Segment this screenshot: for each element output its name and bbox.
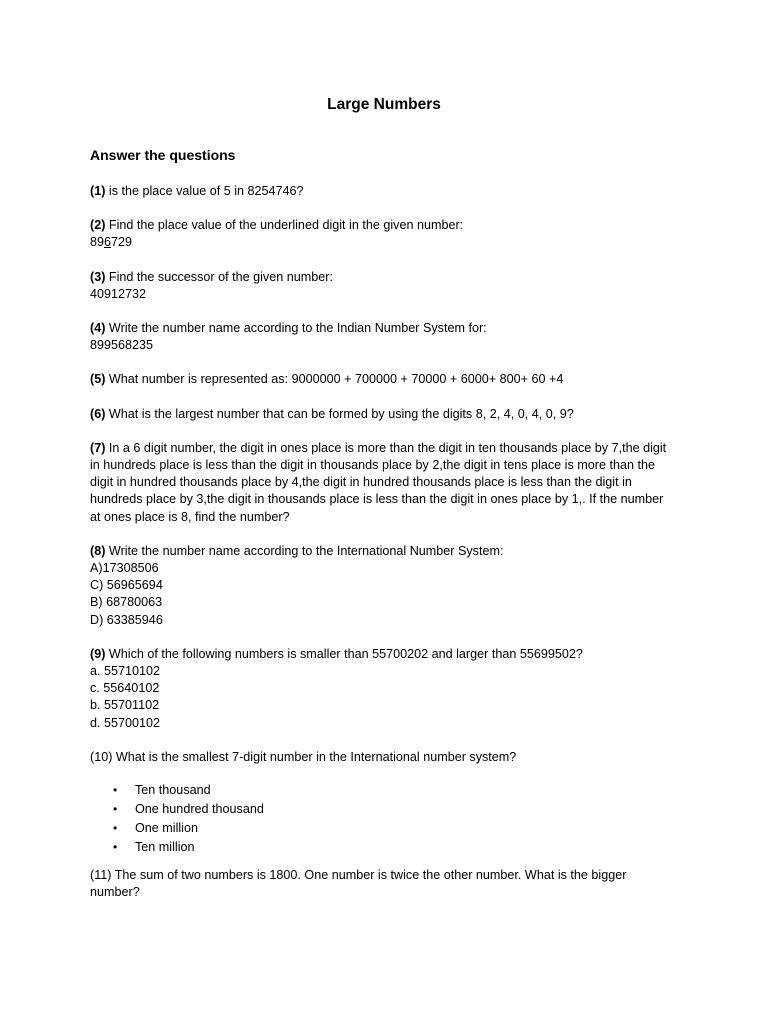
underlined-digit: 6: [104, 235, 112, 250]
question-text-line: at ones place is 8, find the number?: [90, 509, 290, 524]
question-number: (4): [90, 321, 106, 336]
answer-option: d. 55700102: [90, 715, 161, 730]
question-number: (1): [90, 184, 106, 198]
option-label: Ten thousand: [135, 783, 211, 798]
answer-option: A)17308506: [90, 561, 159, 576]
question-number: (3): [90, 269, 106, 284]
question-text: Find the successor of the given number:: [105, 269, 333, 284]
option-label: One hundred thousand: [135, 802, 264, 817]
question-text-line: digit in hundred thousands place by 4,the digit in hundred thousands place is less than the digit in: [90, 475, 632, 490]
answer-option: b. 55701102: [90, 698, 160, 713]
bullet-option: [110, 781, 678, 800]
question-text-line: in hundreds place is less than the digit in thousands place by 2,the digit in tens place is more than the: [90, 458, 655, 473]
question-4: [90, 320, 678, 354]
bullet-icon: •: [113, 840, 118, 855]
question-3: [90, 269, 678, 303]
question-text: is the place value of 5 in 8254746?: [105, 184, 304, 198]
question-1: [90, 183, 678, 200]
option-label: One million: [135, 821, 198, 836]
question-7: [90, 440, 678, 526]
question-text: Write the number name according to the International Number System:: [105, 543, 504, 558]
answer-option: a. 55710102: [90, 664, 161, 679]
question-10: [90, 749, 678, 766]
answer-option: D) 63385946: [90, 612, 163, 627]
bullet-option: [110, 838, 678, 857]
question-value: [90, 234, 678, 251]
option-label: Ten million: [135, 840, 195, 855]
question-text: What number is represented as: 9000000 + 700000 + 70000 + 6000+ 800+ 60 +4: [105, 372, 564, 387]
question-number: (8): [90, 543, 106, 558]
question-number: (9): [90, 646, 106, 661]
question-6: [90, 406, 678, 423]
question-value: 899568235: [90, 338, 154, 353]
bullet-icon: •: [113, 783, 118, 798]
question-text-line: In a 6 digit number, the digit in ones place is more than the digit in ten thousands place by 7,the digit: [105, 440, 667, 455]
question-9: [90, 646, 678, 732]
bullet-icon: •: [113, 802, 118, 817]
question-text: (10) What is the smallest 7-digit number in the International number system?: [90, 749, 517, 764]
question-11: [90, 867, 678, 901]
answer-bullet-list: [90, 781, 678, 857]
question-text-line: (11) The sum of two numbers is 1800. One number is twice the other number. What is the bigger: [90, 868, 627, 883]
page-title: Large Numbers: [327, 96, 441, 113]
answer-option: C) 56965694: [90, 578, 163, 593]
question-text-line: number?: [90, 885, 140, 900]
question-number: (2): [90, 218, 106, 233]
question-text-line: hundreds place by 3,the digit in thousands place is less than the digit in ones place by 1,. If the number: [90, 492, 664, 507]
bullet-icon: •: [113, 821, 118, 836]
answer-option: B) 68780063: [90, 595, 163, 610]
question-5: [90, 371, 678, 388]
question-text: What is the largest number that can be formed by using the digits 8, 2, 4, 0, 4, 0, 9?: [105, 406, 574, 421]
question-text: Find the place value of the underlined digit in the given number:: [105, 218, 464, 233]
question-text: Which of the following numbers is smaller than 55700202 and larger than 55699502?: [105, 646, 583, 661]
question-number: (6): [90, 406, 106, 421]
value-part: 729: [111, 235, 133, 250]
question-text: Write the number name according to the Indian Number System for:: [105, 321, 487, 336]
question-number: (5): [90, 372, 106, 387]
value-part: 89: [90, 235, 105, 250]
bullet-option: [110, 819, 678, 838]
question-2: [90, 217, 678, 251]
question-value: 40912732: [90, 286, 147, 301]
section-heading: Answer the questions: [90, 147, 236, 163]
question-8: [90, 543, 678, 629]
question-number: (7): [90, 440, 106, 455]
answer-option: c. 55640102: [90, 681, 160, 696]
bullet-option: [110, 800, 678, 819]
